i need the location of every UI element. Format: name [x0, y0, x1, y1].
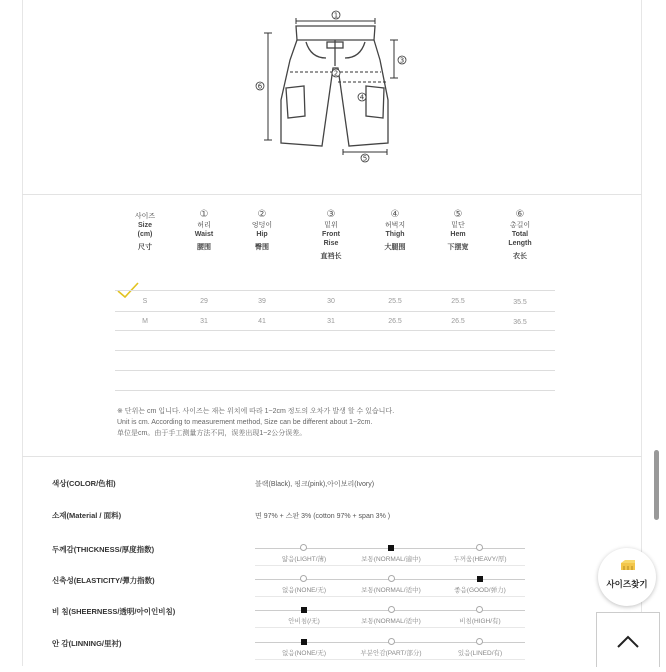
lining-selected-dot: [301, 639, 307, 645]
marker-1: 1: [333, 11, 339, 20]
thickness-scale: 얇음(LIGHT/薄) 보통(NORMAL/適中) 두꺼움(HEAVY/厚): [255, 543, 525, 563]
header-total-length: ⑥ 총길이 Total Length 衣长: [508, 209, 532, 260]
sheerness-label: 비 침(SHEERNESS/透明/아이인비침): [52, 607, 176, 616]
size-finder-label: 사이즈찾기: [606, 579, 648, 589]
scrollbar-thumb[interactable]: [654, 450, 659, 520]
marker-2: 2: [333, 69, 339, 78]
chevron-up-icon: [597, 613, 659, 667]
section-divider: [22, 194, 642, 195]
pants-measurement-diagram: [0, 0, 666, 190]
marker-3: 3: [399, 56, 405, 65]
header-en: Size (cm): [137, 222, 153, 238]
size-note: [117, 406, 394, 439]
header-zh: 尺寸: [138, 244, 152, 251]
header-size: [115, 210, 175, 252]
tape-measure-icon: [620, 560, 636, 572]
color-value: 블랙(Black), 핑크(pink),아이보리(Ivory): [255, 481, 375, 488]
header-thigh: ④ 허벅지 Thigh 大腿围: [384, 209, 406, 251]
scroll-top-button[interactable]: [596, 612, 660, 667]
note-zh: 单位是cm。由于手工测量方法不同，误差出现1~2公分误差。: [117, 430, 307, 437]
table-divider: [115, 290, 555, 291]
marker-4: 4: [359, 93, 365, 102]
size-finder-button[interactable]: [598, 548, 656, 606]
lining-scale: 없음(NONE/无) 부분안감(PART/部分) 있음(LINED/有): [255, 637, 525, 657]
header-waist: ① 허리 Waist 腰围: [194, 209, 214, 251]
lining-label: 안 감(LINNING/里衬): [52, 639, 122, 648]
header-hip: ② 엉덩이 Hip 臀围: [251, 209, 273, 251]
sheerness-scale: 안비침(/无) 보통(NORMAL/适中) 비침(HIGH/有): [255, 605, 525, 625]
note-en: Unit is cm. According to measurement method, Size can be different about 1~2cm.: [117, 419, 373, 426]
marker-5: 5: [362, 154, 368, 163]
sheerness-selected-dot: [301, 607, 307, 613]
elasticity-selected-dot: [477, 576, 483, 582]
marker-6: 6: [257, 82, 263, 91]
elasticity-scale: 없음(NONE/无) 보통(NORMAL/适中) 좋음(GOOD/弹力): [255, 574, 525, 594]
note-ko: ※ 단위는 cm 입니다. 사이즈는 재는 위치에 따라 1~2cm 정도의 오차가 발생 할 수 있습니다.: [117, 408, 395, 415]
material-label: 소재(Material / 面料): [52, 511, 122, 520]
thickness-option-3-dot: [476, 544, 483, 551]
thickness-option-2-dot: [388, 545, 394, 551]
section-divider: [22, 456, 642, 457]
header-front-rise: ③ 밑위 Front Rise 直裆长: [320, 209, 342, 260]
header-ko: 사이즈: [134, 213, 156, 220]
elasticity-label: 신축성(ELASTICITY/彈力指数): [52, 576, 155, 585]
thickness-label: 두께감(THICKNESS/厚度指数): [52, 545, 155, 554]
thickness-option-1-dot: [300, 544, 307, 551]
material-value: 면 97% + 스판 3% (cotton 97% + span 3% ): [255, 513, 391, 520]
color-label: 색상(COLOR/色相): [52, 479, 116, 488]
header-hem: ⑤ 밑단 Hem 下摆宽: [447, 209, 469, 251]
